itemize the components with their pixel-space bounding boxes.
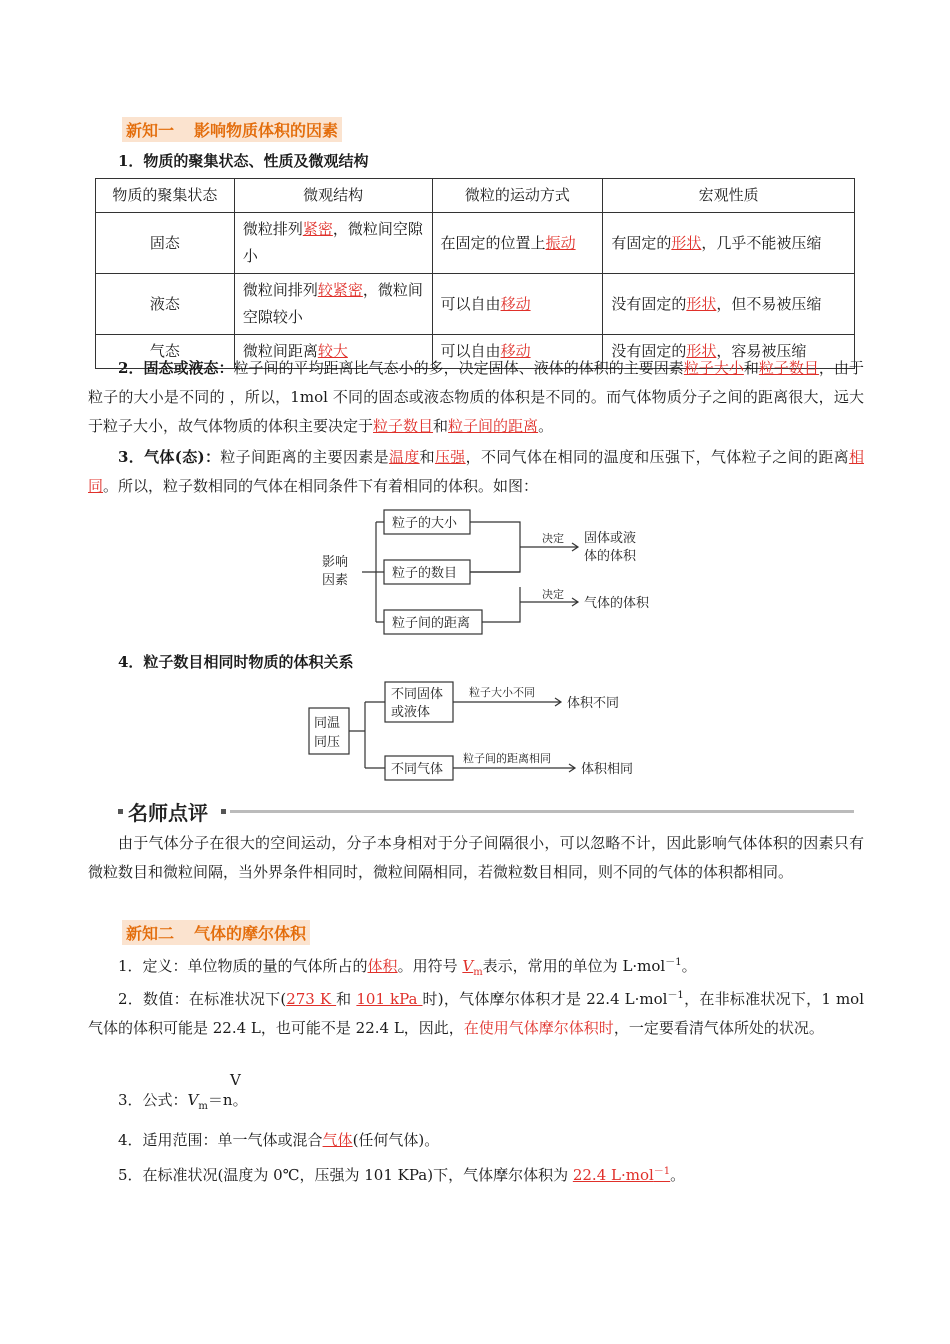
states-table <box>95 178 855 369</box>
item-1-heading: 1．物质的聚集状态、性质及微观结构 <box>118 152 369 170</box>
table-header: 微观结构 <box>234 179 432 213</box>
item-4-heading: 4．粒子数目相同时物质的体积关系 <box>118 653 354 671</box>
factors-diagram <box>310 502 670 640</box>
item-2-paragraph: 2．固态或液态：粒子间的平均距离比气态小的多，决定固体、液体的体积的主要因素粒子大小和粒子数目，由于粒子的大小是不同的 ，所以，1mol 不同的固态或液态物质的体积是不同的。而气体物质分子之间的距离很大，远大于粒子大小，故气体物质的体积主要决定于粒子数目和粒子间的距离。 <box>88 359 864 435</box>
diagram2-root-line1: 同温 <box>314 716 341 731</box>
section-2-number: 新知二 <box>126 924 175 943</box>
diagram2-result2: 体积相同 <box>581 762 634 777</box>
answer-blank: 移动 <box>500 342 531 360</box>
value-paragraph: 2．数值：在标准状况下(273 K 和 101 kPa 时)，气体摩尔体积才是 22.4 L·mol$^{-1}$，在非标准状况下，1 mol 气体的体积可能是 22.4 L，也可能不是 22.4 L，因此，在使用气体摩尔体积时，一定要看清气体所处的状况。 <box>88 990 864 1037</box>
volume-relation-diagram <box>305 678 645 786</box>
scope-paragraph: 4．适用范围：单一气体或混合气体(任何气体)。 <box>118 1131 440 1149</box>
diagram-box-count: 粒子的数目 <box>392 566 458 581</box>
table-header: 宏观性质 <box>603 179 855 213</box>
micro-cell: 微粒间距离较大 <box>234 335 432 369</box>
state-cell: 液态 <box>96 274 235 335</box>
diagram2-box1-line2: 或液体 <box>391 705 431 720</box>
answer-blank: 振动 <box>545 233 576 252</box>
formula-denominator: n <box>222 1091 233 1109</box>
section-2-header <box>122 920 310 945</box>
definition-paragraph: 1．定义：单位物质的量的气体所占的体积。用符号 $V_m$表示，常用的单位为 L·mol$^{-1}$。 <box>118 957 697 978</box>
answer-blank: 较大 <box>317 342 348 360</box>
table-row <box>96 213 855 274</box>
stp-paragraph: 5．在标准状况(温度为 0℃，压强为 101 KPa)下，气体摩尔体积为 22.4 L·mol$^{-1}$。 <box>118 1166 686 1184</box>
answer-blank: 移动 <box>500 294 531 313</box>
section-2-title: 气体的摩尔体积 <box>194 924 307 943</box>
micro-cell: 微粒间排列较紧密，微粒间空隙较小 <box>234 274 432 335</box>
diagram-decide-label: 决定 <box>542 588 564 601</box>
table-row <box>96 274 855 335</box>
diagram2-box2: 不同气体 <box>391 762 444 777</box>
answer-blank: 较紧密 <box>317 281 363 299</box>
section-1-title: 影响物质体积的因素 <box>194 121 339 140</box>
diagram-result-gas: 气体的体积 <box>584 596 650 611</box>
square-icon <box>221 809 226 814</box>
teacher-note-title: 名师点评 <box>128 801 208 825</box>
motion-cell: 可以自由移动 <box>432 335 603 369</box>
item-3-paragraph: 3．气体(态)：粒子间距离的主要因素是温度和压强，不同气体在相同的温度和压强下，气体粒子之间的距离相同。所以，粒子数相同的气体在相同条件下有着相同的体积。如图： <box>88 448 864 495</box>
macro-cell: 没有固定的形状，但不易被压缩 <box>603 274 855 335</box>
teacher-note-bar <box>118 797 854 825</box>
diagram2-result1: 体积不同 <box>567 696 620 711</box>
diagram-result-solid-line2: 体的体积 <box>584 549 637 564</box>
diagram2-box1-line1: 不同固体 <box>391 687 444 702</box>
table-header: 微粒的运动方式 <box>432 179 603 213</box>
section-1-header <box>122 117 342 142</box>
answer-blank: 形状 <box>686 294 717 313</box>
formula-paragraph: 3．公式：$V_m=n$。 <box>118 1091 248 1112</box>
diagram-result-solid-line1: 固体或液 <box>584 531 637 546</box>
motion-cell: 可以自由移动 <box>432 274 603 335</box>
diagram-box-distance: 粒子间的距离 <box>392 616 471 631</box>
answer-blank: 形状 <box>686 342 717 360</box>
square-icon <box>118 809 123 814</box>
divider <box>230 810 854 813</box>
diagram-root-line1: 影响 <box>322 555 349 570</box>
section-1-number: 新知一 <box>126 121 175 140</box>
diagram2-root-line2: 同压 <box>314 735 341 750</box>
table-header: 物质的聚集状态 <box>96 179 235 213</box>
macro-cell: 没有固定的形状，容易被压缩 <box>603 335 855 369</box>
diagram-box-size: 粒子的大小 <box>392 516 458 531</box>
state-cell: 气态 <box>96 335 235 369</box>
state-cell: 固态 <box>96 213 235 274</box>
table-header-row <box>96 179 855 213</box>
micro-cell: 微粒排列紧密，微粒间空隙小 <box>234 213 432 274</box>
diagram2-arrow1-label: 粒子大小不同 <box>469 686 535 699</box>
answer-blank: 形状 <box>671 233 702 252</box>
macro-cell: 有固定的形状，几乎不能被压缩 <box>603 213 855 274</box>
formula-numerator: V <box>230 1071 241 1089</box>
motion-cell: 在固定的位置上振动 <box>432 213 603 274</box>
diagram2-arrow2-label: 粒子间的距离相同 <box>463 752 551 765</box>
diagram-decide-label: 决定 <box>542 532 564 545</box>
diagram-root-line2: 因素 <box>322 573 349 588</box>
teacher-note-text: 由于气体分子在很大的空间运动，分子本身相对于分子间隔很小，可以忽略不计，因此影响气体体积的因素只有微粒数目和微粒间隔，当外界条件相同时，微粒间隔相同，若微粒数目相同，则不同的气体的体积都相同。 <box>88 834 864 881</box>
answer-blank: 紧密 <box>302 220 333 238</box>
